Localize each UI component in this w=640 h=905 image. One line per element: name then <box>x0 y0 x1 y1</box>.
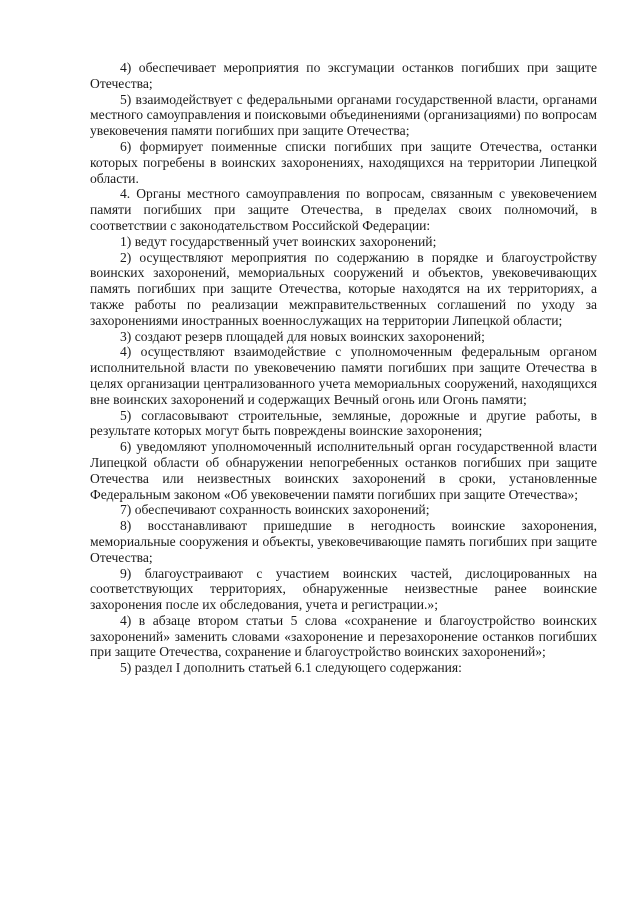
document-body <box>90 60 597 676</box>
paragraph-11: 7) обеспечивают сохранность воинских захоронений; <box>120 502 430 518</box>
paragraph-12: 8) восстанавливают пришедшие в негодность воинские захоронения, мемориальные сооружения и объекты, увековечивающие память погибших при защите Отечества; <box>90 518 597 565</box>
paragraph-5: 1) ведут государственный учет воинских захоронений; <box>120 233 437 249</box>
paragraph-8: 4) осуществляют взаимодействие с уполномоченным федеральным органом исполнительной власти по увековечению памяти погибших при защите Отечества в целях организации централизованного учета мемориальных сооружений, находящихся вне воинских захоронений и содержащих Вечный огонь или Огонь памяти; <box>90 344 597 407</box>
paragraph-4: 4. Органы местного самоуправления по вопросам, связанным с увековечением памяти погибших при защите Отечества, в пределах своих полномочий, в соответствии с законодательством Российской Федерации: <box>90 186 597 233</box>
paragraph-15: 5) раздел I дополнить статьей 6.1 следующего содержания: <box>120 660 462 676</box>
paragraph-2: 5) взаимодействует с федеральными органами государственной власти, органами местного самоуправления и поисковыми объединениями (организациями) по вопросам увековечения памяти погибших при защите Отечества; <box>90 91 597 139</box>
paragraph-9: 5) согласовывают строительные, земляные, дорожные и другие работы, в результате которых могут быть повреждены воинские захоронения; <box>90 407 597 439</box>
paragraph-13: 9) благоустраивают с участием воинских частей, дислоцированных на соответствующих территориях, обнаруженные неизвестные ранее воинские захоронения после их обследования, учета и регистрации.»; <box>90 565 597 613</box>
paragraph-7: 3) создают резерв площадей для новых воинских захоронений; <box>120 328 485 344</box>
paragraph-3: 6) формирует поименные списки погибших при защите Отечества, останки которых погребены в воинских захоронениях, находящихся на территории Липецкой области. <box>90 138 597 186</box>
paragraph-1: 4) обеспечивает мероприятия по эксгумации останков погибших при защите Отечества; <box>90 60 597 91</box>
paragraph-14: 4) в абзаце втором статьи 5 слова «сохранение и благоустройство воинских захоронений» заменить словами «захоронение и перезахоронение останков погибших при защите Отечества, сохранение и благоустройство воинских захоронений»; <box>90 612 597 660</box>
paragraph-6: 2) осуществляют мероприятия по содержанию в порядке и благоустройству воинских захоронений, мемориальных сооружений и объектов, увековечивающих память погибших при защите Отечества, которые находятся на их территориях, а также работы по реализации межправительственных соглашений по уходу за захоронениями иностранных военнослужащих на территории Липецкой области; <box>90 249 597 328</box>
paragraph-10: 6) уведомляют уполномоченный исполнительный орган государственной власти Липецкой области об обнаружении непогребенных останков погибших при защите Отечества или неизвестных воинских захоронений в сроки, установленные Федеральным законом «Об увековечении памяти погибших при защите Отечества»; <box>90 439 597 502</box>
